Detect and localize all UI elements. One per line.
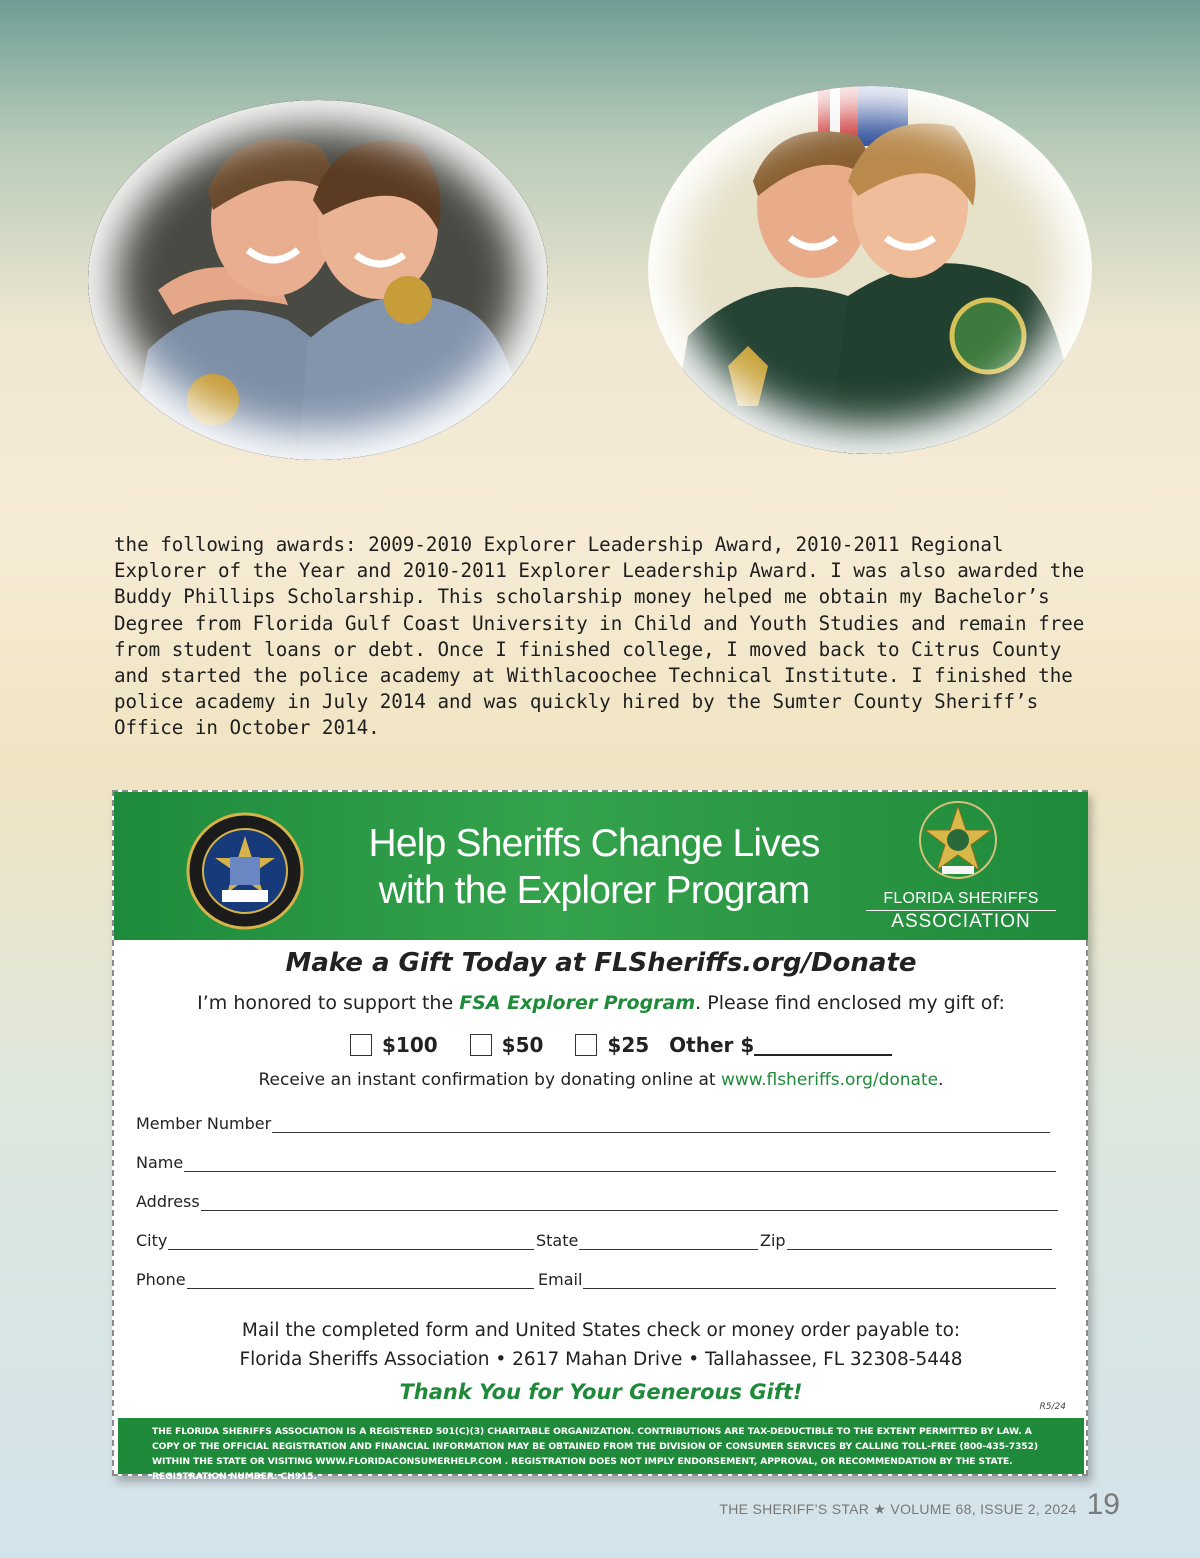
- confirm-suffix: .: [938, 1070, 944, 1090]
- name-label: Name: [136, 1153, 184, 1172]
- mail-line-1: Mail the completed form and United States check or money order payable to:: [241, 1320, 961, 1341]
- mail-line-2: Florida Sheriffs Association • 2617 Mahan Drive • Tallahassee, FL 32308-5448: [239, 1349, 963, 1370]
- online-confirmation-note: [114, 1070, 1088, 1090]
- amount-100-label: $100: [382, 1033, 438, 1057]
- checkbox-50[interactable]: [470, 1034, 492, 1056]
- checkbox-25[interactable]: [575, 1034, 597, 1056]
- fsa-name: [866, 890, 1056, 933]
- email-line[interactable]: [583, 1272, 1056, 1289]
- email-label: Email: [538, 1270, 583, 1289]
- zip-field[interactable]: [760, 1231, 1052, 1250]
- member-number-field[interactable]: [136, 1114, 1050, 1133]
- magazine-issue: THE SHERIFF’S STAR ★ VOLUME 68, ISSUE 2, 2024: [719, 1501, 1077, 1517]
- fsa-name-line-2: ASSOCIATION: [891, 911, 1031, 932]
- state-label: State: [536, 1231, 579, 1250]
- photo-two-deputies-green-uniforms: [648, 86, 1092, 454]
- support-statement: [114, 992, 1088, 1014]
- amount-25-label: $25: [607, 1033, 650, 1057]
- donation-coupon: [112, 790, 1088, 1482]
- gift-amount-options: [350, 1030, 892, 1060]
- make-gift-heading: Make a Gift Today at FLSheriffs.org/Donate: [285, 948, 917, 978]
- checkbox-100[interactable]: [350, 1034, 372, 1056]
- revision-code: R5/24: [1039, 1402, 1066, 1412]
- city-field[interactable]: [136, 1231, 534, 1250]
- page-number: 19: [1086, 1488, 1120, 1521]
- phone-line[interactable]: [187, 1272, 534, 1289]
- sheriffs-star-emblem: [918, 800, 998, 880]
- address-field[interactable]: [136, 1192, 1058, 1211]
- member-number-line[interactable]: [272, 1116, 1050, 1133]
- article-text: the following awards: 2009-2010 Explorer Leadership Award, 2010-2011 Regional Explorer of the Year and 2010-2011 Explorer Leadership Award. I was also awarded the Buddy Phillips Scholarship. This scholarship money helped me obtain my Bachelor’s Degree from Florida Gulf Coast University in Child and Youth Studies and remain free from student loans or debt. Once I finished college, I moved back to Citrus County and started the police academy at Withlacoochee Technical Institute. I finished the police academy in July 2014 and was quickly hired by the Sumter County Sheriff’s Office in October 2014.: [114, 533, 1085, 740]
- phone-field[interactable]: [136, 1270, 534, 1289]
- program-name: FSA Explorer Program: [459, 992, 696, 1014]
- page-footer: [719, 1488, 1120, 1522]
- explorers-association-logo: [186, 812, 304, 930]
- amount-50-label: $50: [501, 1033, 544, 1057]
- support-suffix: . Please find enclosed my gift of:: [695, 992, 1005, 1014]
- headline-line-1: Help Sheriffs Change Lives: [368, 822, 820, 865]
- email-field[interactable]: [538, 1270, 1056, 1289]
- other-amount-field[interactable]: [754, 1034, 892, 1056]
- donate-link[interactable]: www.flsheriffs.org/donate: [720, 1070, 939, 1090]
- zip-label: Zip: [760, 1231, 786, 1250]
- headline-line-2: with the Explorer Program: [378, 869, 810, 912]
- coupon-header: [114, 792, 1088, 940]
- city-label: City: [136, 1231, 168, 1250]
- name-line[interactable]: [184, 1155, 1056, 1172]
- mailing-instructions: [114, 1316, 1088, 1374]
- member-number-label: Member Number: [136, 1114, 272, 1133]
- photo-two-explorers-light-uniforms: [88, 100, 548, 460]
- address-label: Address: [136, 1192, 200, 1211]
- coupon-headline: [314, 820, 874, 914]
- zip-line[interactable]: [787, 1233, 1052, 1250]
- fsa-name-line-1: FLORIDA SHERIFFS: [866, 890, 1056, 911]
- state-line[interactable]: [579, 1233, 758, 1250]
- confirm-prefix: Receive an instant confirmation by donating online at: [258, 1070, 721, 1090]
- name-field[interactable]: [136, 1153, 1056, 1172]
- legal-disclaimer: THE FLORIDA SHERIFFS ASSOCIATION IS A REGISTERED 501(C)(3) CHARITABLE ORGANIZATION. CONTRIBUTIONS ARE TAX-DEDUCTIBLE TO THE EXTENT PERMITTED BY LAW. A COPY OF THE OFFICIAL REGISTRATION AND FINANCIAL INFORMATION MAY BE OBTAINED FROM THE DIVISION OF CONSUMER SERVICES BY CALLING TOLL-FREE (800-435-7352) WITHIN THE STATE OR VISITING WWW.FLORIDACONSUMERHELP.COM . REGISTRATION DOES NOT IMPLY ENDORSEMENT, APPROVAL, OR RECOMMENDATION BY THE STATE. REGISTRATION NUMBER: CH915.: [118, 1418, 1084, 1474]
- other-amount-label: Other $: [669, 1033, 755, 1057]
- phone-label: Phone: [136, 1270, 186, 1289]
- city-line[interactable]: [168, 1233, 534, 1250]
- thank-you-message: Thank You for Your Generous Gift!: [399, 1380, 803, 1404]
- address-line[interactable]: [201, 1194, 1058, 1211]
- state-field[interactable]: [536, 1231, 758, 1250]
- support-prefix: I’m honored to support the: [197, 992, 460, 1014]
